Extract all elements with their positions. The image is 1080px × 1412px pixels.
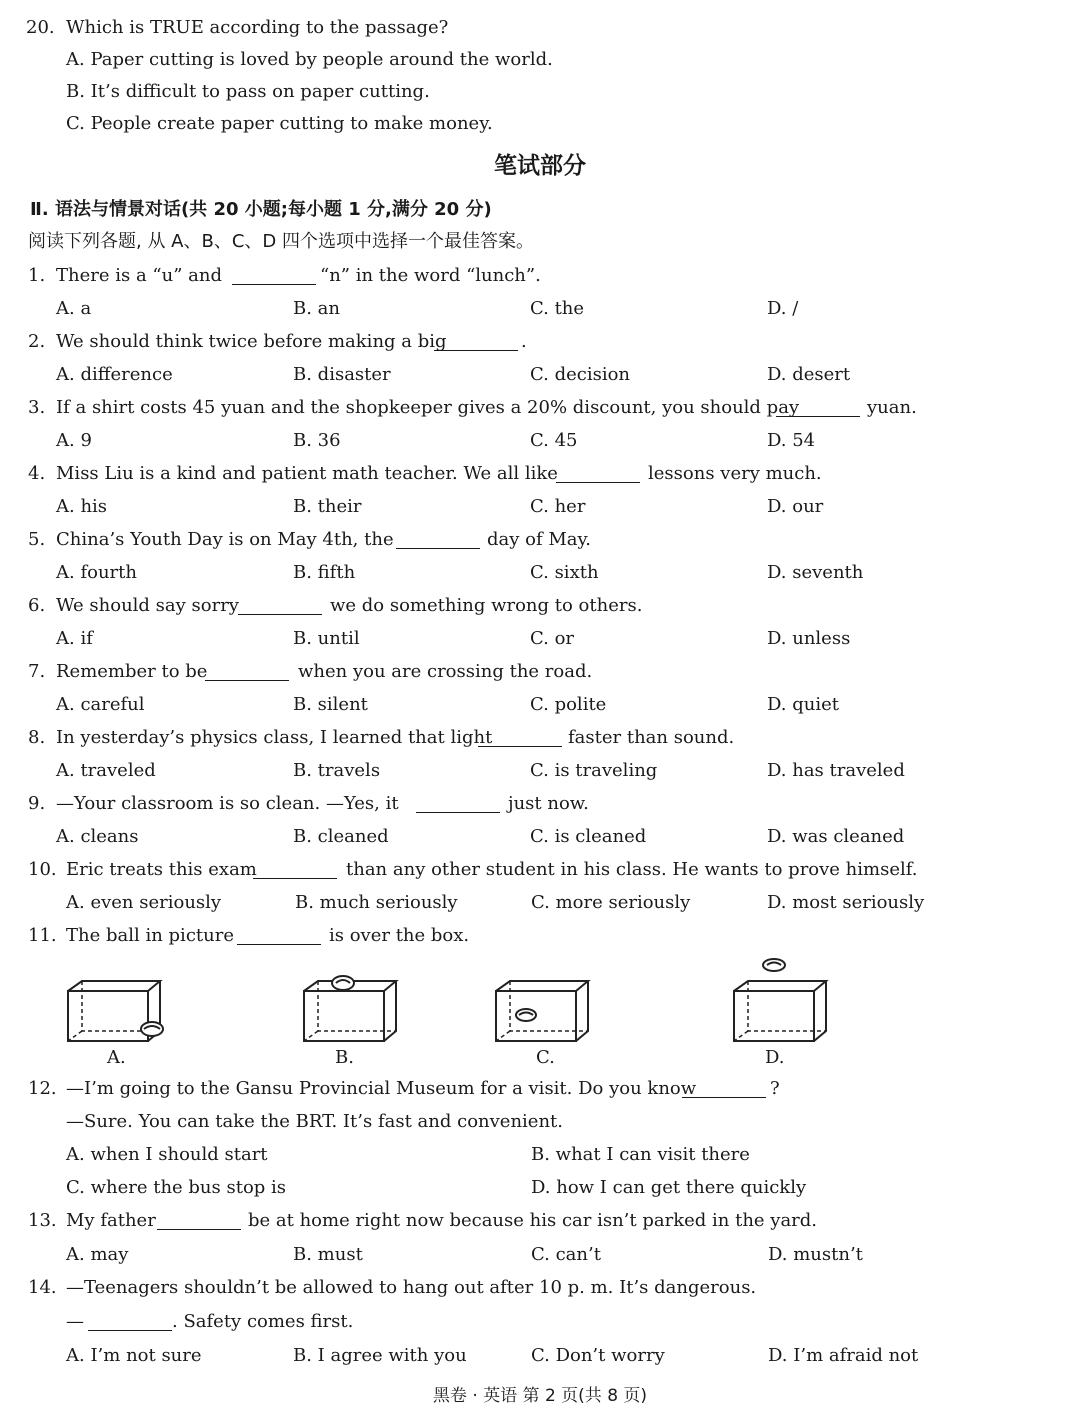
answer-blank	[232, 260, 316, 292]
option-a: A. when I should start	[66, 1144, 268, 1165]
option-text: B. It’s difficult to pass on paper cutting.	[66, 81, 430, 102]
instruction-text: 阅读下列各题, 从 A、B、C、D 四个选项中选择一个最佳答案。	[28, 231, 534, 252]
question-1-options	[0, 293, 1080, 325]
option-b: B. must	[293, 1244, 363, 1265]
dialogue-line: —Sure. You can take the BRT. It’s fast and convenient.	[66, 1111, 563, 1132]
option-a: A. I’m not sure	[66, 1345, 202, 1366]
option-d: D. I’m afraid not	[768, 1345, 919, 1366]
option-a: A. difference	[56, 364, 173, 385]
question-5-stem-line	[0, 524, 1080, 556]
option-d: D. mustn’t	[768, 1244, 863, 1265]
question-stem-post: be at home right now because his car isn’t parked in the yard.	[248, 1210, 818, 1231]
question-9-options	[0, 821, 1080, 853]
question-number: 1.	[28, 265, 46, 286]
answer-blank	[205, 656, 289, 688]
q20-option-c	[0, 108, 1080, 140]
box-b-picture	[304, 976, 396, 1041]
option-b: B. their	[293, 496, 362, 517]
q12-line2	[0, 1106, 1080, 1138]
q12-options-row1	[0, 1139, 1080, 1171]
option-c: C. polite	[530, 694, 607, 715]
answer-blank	[157, 1205, 241, 1237]
ball-icon	[763, 959, 785, 971]
option-a: A. fourth	[56, 562, 137, 583]
question-stem: Which is TRUE according to the passage?	[66, 17, 449, 38]
option-a: A. traveled	[56, 760, 156, 781]
q12-options-row2	[0, 1172, 1080, 1204]
answer-blank	[237, 920, 321, 952]
question-number: 13.	[28, 1210, 57, 1231]
option-a: A. a	[56, 298, 92, 319]
option-a: A. even seriously	[66, 892, 222, 913]
question-2-stem-line	[0, 326, 1080, 358]
question-7-stem-line	[0, 656, 1080, 688]
option-b: B. disaster	[293, 364, 391, 385]
option-d: D. desert	[767, 364, 851, 385]
question-number: 14.	[28, 1277, 57, 1298]
question-stem-post: we do something wrong to others.	[330, 595, 643, 616]
q12-stem-line	[0, 1073, 1080, 1105]
option-c: C. 45	[530, 430, 578, 451]
box-c-picture	[496, 981, 588, 1041]
question-stem-pre: Miss Liu is a kind and patient math teacher. We all like	[56, 463, 558, 484]
option-a: A. cleans	[56, 826, 139, 847]
question-number: 3.	[28, 397, 46, 418]
part-title: 笔试部分	[494, 153, 586, 179]
box-a-picture	[68, 981, 163, 1041]
question-10-options	[0, 887, 1080, 919]
question-stem-post: ?	[770, 1078, 780, 1099]
dialogue-line: . Safety comes first.	[172, 1311, 354, 1332]
option-c: C. decision	[530, 364, 631, 385]
option-c: C. where the bus stop is	[66, 1177, 287, 1198]
option-b: B. what I can visit there	[531, 1144, 750, 1165]
page-footer: 黑卷 · 英语 第 2 页(共 8 页)	[432, 1386, 648, 1406]
q20-option-a	[0, 44, 1080, 76]
picture-label-a: A.	[107, 1047, 126, 1068]
question-4-options	[0, 491, 1080, 523]
q20-stem-line	[0, 12, 1080, 44]
q11-picture-labels	[0, 1042, 1080, 1074]
q13-stem-line	[0, 1205, 1080, 1237]
question-stem-pre: My father	[66, 1210, 156, 1231]
q11-stem-line	[0, 920, 1080, 952]
question-number: 10.	[28, 859, 57, 880]
answer-blank	[556, 458, 640, 490]
option-c: C. can’t	[531, 1244, 601, 1265]
question-stem-pre: We should think twice before making a big	[56, 331, 447, 352]
option-a: A. may	[66, 1244, 129, 1265]
question-number: 2.	[28, 331, 46, 352]
option-d: D. most seriously	[767, 892, 925, 913]
question-number: 9.	[28, 793, 46, 814]
option-c: C. sixth	[530, 562, 599, 583]
option-a: A. careful	[56, 694, 145, 715]
option-d: D. was cleaned	[767, 826, 905, 847]
question-stem-pre: Eric treats this exam	[66, 859, 257, 880]
answer-blank	[238, 590, 322, 622]
option-c: C. Don’t worry	[531, 1345, 665, 1366]
option-c: C. her	[530, 496, 586, 517]
q20-option-b	[0, 76, 1080, 108]
question-9-stem-line	[0, 788, 1080, 820]
q14-line2	[0, 1306, 1080, 1338]
option-c: C. or	[530, 628, 575, 649]
question-stem-pre: We should say sorry	[56, 595, 239, 616]
option-b: B. silent	[293, 694, 368, 715]
question-2-options	[0, 359, 1080, 391]
option-d: D. quiet	[767, 694, 839, 715]
question-stem-post: when you are crossing the road.	[298, 661, 593, 682]
question-number: 20.	[26, 17, 55, 38]
answer-blank	[88, 1306, 172, 1338]
option-d: D. 54	[767, 430, 816, 451]
answer-blank	[253, 854, 337, 886]
question-stem-post: day of May.	[487, 529, 592, 550]
question-stem-post: than any other student in his class. He wants to prove himself.	[346, 859, 918, 880]
option-d: D. has traveled	[767, 760, 905, 781]
option-b: B. until	[293, 628, 360, 649]
picture-label-d: D.	[765, 1047, 785, 1068]
answer-blank	[416, 788, 500, 820]
section-title-text: Ⅱ. 语法与情景对话(共 20 小题;每小题 1 分,满分 20 分)	[30, 199, 492, 220]
option-a: A. his	[56, 496, 108, 517]
question-number: 5.	[28, 529, 46, 550]
question-6-stem-line	[0, 590, 1080, 622]
answer-blank	[434, 326, 518, 358]
question-stem-pre: The ball in picture	[66, 925, 234, 946]
option-a: A. 9	[56, 430, 92, 451]
question-stem-pre: There is a “u” and	[56, 265, 222, 286]
option-b: B. travels	[293, 760, 381, 781]
question-stem-post: faster than sound.	[568, 727, 735, 748]
question-number: 12.	[28, 1078, 57, 1099]
option-b: B. an	[293, 298, 340, 319]
option-b: B. I agree with you	[293, 1345, 467, 1366]
option-b: B. cleaned	[293, 826, 389, 847]
ball-icon	[332, 976, 354, 990]
option-d: D. how I can get there quickly	[531, 1177, 807, 1198]
q14-options	[0, 1340, 1080, 1372]
option-d: D. unless	[767, 628, 851, 649]
option-d: D. our	[767, 496, 824, 517]
option-a: A. if	[56, 628, 93, 649]
question-number: 7.	[28, 661, 46, 682]
question-number: 4.	[28, 463, 46, 484]
question-stem-pre: —Your classroom is so clean. —Yes, it	[56, 793, 399, 814]
dialogue-line: —Teenagers shouldn’t be allowed to hang out after 10 p. m. It’s dangerous.	[66, 1277, 757, 1298]
answer-blank	[776, 392, 860, 424]
question-8-options	[0, 755, 1080, 787]
box-d-picture	[734, 959, 826, 1041]
q13-options	[0, 1239, 1080, 1271]
question-number: 11.	[28, 925, 57, 946]
question-stem-post: .	[521, 331, 527, 352]
option-d: D. seventh	[767, 562, 864, 583]
answer-blank	[396, 524, 480, 556]
question-3-options	[0, 425, 1080, 457]
option-c: C. the	[530, 298, 585, 319]
question-6-options	[0, 623, 1080, 655]
picture-label-c: C.	[536, 1047, 555, 1068]
option-c: C. is cleaned	[530, 826, 647, 847]
question-stem-pre: China’s Youth Day is on May 4th, the	[56, 529, 394, 550]
option-d: D. /	[767, 298, 799, 319]
question-stem-post: yuan.	[867, 397, 917, 418]
question-number: 8.	[28, 727, 46, 748]
question-8-stem-line	[0, 722, 1080, 754]
section-instruction	[0, 226, 1080, 258]
question-stem-pre: —I’m going to the Gansu Provincial Museum for a visit. Do you know	[66, 1078, 697, 1099]
dialogue-dash: —	[66, 1311, 84, 1332]
question-4-stem-line	[0, 458, 1080, 490]
question-stem-post: lessons very much.	[648, 463, 822, 484]
answer-blank	[478, 722, 562, 754]
picture-label-b: B.	[335, 1047, 354, 1068]
option-c: C. more seriously	[531, 892, 691, 913]
option-text: A. Paper cutting is loved by people around the world.	[66, 49, 553, 70]
question-stem-post: “n” in the word “lunch”.	[320, 265, 541, 286]
question-7-options	[0, 689, 1080, 721]
question-10-stem-line	[0, 854, 1080, 886]
question-stem-pre: If a shirt costs 45 yuan and the shopkeeper gives a 20% discount, you should pay	[56, 397, 800, 418]
option-b: B. 36	[293, 430, 341, 451]
option-c: C. is traveling	[530, 760, 658, 781]
option-b: B. fifth	[293, 562, 356, 583]
question-5-options	[0, 557, 1080, 589]
answer-blank	[682, 1073, 766, 1105]
q14-stem-line	[0, 1272, 1080, 1304]
question-stem-post: just now.	[508, 793, 589, 814]
question-number: 6.	[28, 595, 46, 616]
question-stem-pre: In yesterday’s physics class, I learned that light	[56, 727, 493, 748]
question-stem-post: is over the box.	[329, 925, 470, 946]
option-b: B. much seriously	[295, 892, 458, 913]
option-text: C. People create paper cutting to make money.	[66, 113, 493, 134]
question-1-stem-line	[0, 260, 1080, 292]
question-3-stem-line	[0, 392, 1080, 424]
section-title	[0, 194, 1080, 226]
question-stem-pre: Remember to be	[56, 661, 208, 682]
